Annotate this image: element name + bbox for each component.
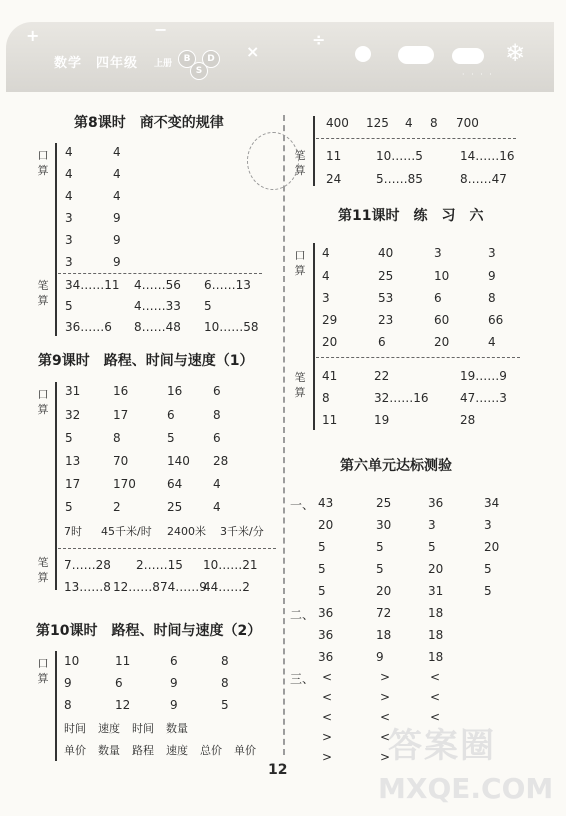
answer: 4 — [65, 145, 73, 159]
answer: 4 — [488, 335, 496, 349]
answer: 4……56 — [134, 278, 181, 292]
answer: 5 — [65, 431, 73, 445]
answer: 7时 — [64, 525, 82, 538]
answer: 4 — [322, 269, 330, 283]
lesson9-written-tag: 笔算 — [37, 556, 49, 584]
answer: 6 — [378, 335, 386, 349]
answer: 4 — [65, 189, 73, 203]
answer: 2……15 — [136, 558, 183, 572]
q3-label: 三、 — [290, 672, 315, 686]
unit6-title: 第六单元达标测验 — [340, 458, 452, 474]
answer: 400 — [326, 116, 349, 130]
answer: 31 — [65, 384, 81, 398]
answer: 12 — [115, 698, 131, 712]
answer: 5 — [428, 540, 436, 554]
lesson10-bar — [55, 651, 57, 761]
answer: 10 — [64, 654, 80, 668]
lesson8-title: 第8课时 商不变的规律 — [74, 115, 224, 131]
answer: 13……8 — [64, 580, 111, 594]
answer: 5 — [376, 562, 384, 576]
answer: 28 — [460, 413, 476, 427]
answer: 10……5 — [376, 149, 423, 163]
answer: 22 — [374, 369, 390, 383]
lesson8-oral-tag: 口算 — [37, 149, 49, 177]
answer: 5 — [318, 562, 326, 576]
answer: 5 — [221, 698, 229, 712]
answer: 7……28 — [64, 558, 111, 572]
sun-icon — [355, 46, 371, 62]
answer: 3 — [434, 246, 442, 260]
lesson11-written-tag: 笔算 — [294, 371, 306, 399]
dashed-separator — [58, 548, 276, 549]
answer: 3千米/分 — [220, 525, 264, 538]
answer: 23 — [378, 313, 394, 327]
minus-symbol: − — [154, 20, 168, 39]
answer: 5 — [167, 431, 175, 445]
divide-symbol: ÷ — [312, 30, 326, 49]
answer: 5 — [484, 584, 492, 598]
answer: 36……6 — [65, 320, 112, 334]
answer: 4 — [65, 167, 73, 181]
answer: 速度 — [166, 744, 188, 757]
answer: 3 — [428, 518, 436, 532]
answer: 53 — [378, 291, 394, 305]
answer: 25 — [378, 269, 394, 283]
answer: 6 — [213, 431, 221, 445]
answer: 4 — [213, 477, 221, 491]
answer: 单价 — [234, 744, 256, 757]
answer: 17 — [65, 477, 81, 491]
lesson10-title: 第10课时 路程、时间与速度（2） — [36, 623, 262, 639]
answer: < — [322, 710, 333, 724]
answer: 9 — [170, 698, 178, 712]
lesson8-bar — [55, 143, 57, 336]
answer: 700 — [456, 116, 479, 130]
answer: 2 — [113, 500, 121, 514]
answer: 66 — [488, 313, 504, 327]
answer: 8 — [64, 698, 72, 712]
answer: 3 — [488, 246, 496, 260]
answer: 5 — [318, 584, 326, 598]
answer: 路程 — [132, 744, 154, 757]
answer: 3 — [484, 518, 492, 532]
answer: 9 — [113, 255, 121, 269]
answer: 4 — [405, 116, 413, 130]
answer: 36 — [318, 628, 334, 642]
answer: 74……9 — [160, 580, 207, 594]
answer: 16 — [113, 384, 129, 398]
times-symbol: × — [246, 42, 260, 61]
right-top-bar — [313, 116, 315, 186]
rain-drops-icon: · · · · — [462, 70, 494, 79]
answer: 32 — [65, 408, 81, 422]
answer: 28 — [213, 454, 229, 468]
cloud-icon — [398, 46, 434, 64]
answer: 60 — [434, 313, 450, 327]
answer: 13 — [65, 454, 81, 468]
answer: 34……11 — [65, 278, 120, 292]
lesson8-written-tag: 笔算 — [37, 279, 49, 307]
answer: > — [380, 750, 391, 764]
answer: 6 — [115, 676, 123, 690]
volume-label: 上册 — [154, 59, 173, 69]
badge-s: S — [190, 62, 208, 80]
answer: 5 — [484, 562, 492, 576]
answer: 2400米 — [167, 525, 206, 538]
answer: 数量 — [166, 722, 188, 735]
answer: 4……33 — [134, 299, 181, 313]
answer: > — [380, 690, 391, 704]
lesson11-oral-tag: 口算 — [294, 249, 306, 277]
answer: 5 — [318, 540, 326, 554]
answer: 8 — [488, 291, 496, 305]
dashed-separator — [316, 138, 516, 139]
answer: 12……8 — [113, 580, 160, 594]
lesson9-oral-tag: 口算 — [37, 388, 49, 416]
answer: 6 — [170, 654, 178, 668]
answer: 8 — [221, 676, 229, 690]
answer: 18 — [428, 628, 444, 642]
answer: 20 — [428, 562, 444, 576]
answer: 11 — [115, 654, 131, 668]
answer: 9 — [376, 650, 384, 664]
rain-cloud-icon — [452, 48, 484, 64]
answer: 3 — [65, 233, 73, 247]
answer: 64 — [167, 477, 183, 491]
answer: 3 — [65, 255, 73, 269]
answer: 6 — [434, 291, 442, 305]
lesson9-title: 第9课时 路程、时间与速度（1） — [38, 353, 254, 369]
answer: 36 — [318, 650, 334, 664]
answer: < — [430, 670, 441, 684]
answer: 45千米/时 — [101, 525, 152, 538]
answer: 20 — [434, 335, 450, 349]
answer: 4 — [322, 246, 330, 260]
plus-symbol: + — [26, 26, 40, 45]
watermark-url: MXQE.COM — [378, 772, 554, 805]
answer: 20 — [376, 584, 392, 598]
badge-b: B — [178, 50, 196, 68]
answer: 5 — [204, 299, 212, 313]
answer: 140 — [167, 454, 190, 468]
answer: 8 — [213, 408, 221, 422]
answer: 6 — [167, 408, 175, 422]
answer: 4 — [113, 145, 121, 159]
answer: 47……3 — [460, 391, 507, 405]
stamp-mark — [247, 132, 299, 190]
answer: 125 — [366, 116, 389, 130]
answer: 4 — [113, 167, 121, 181]
answer: 总价 — [200, 744, 222, 757]
lesson10-oral-tag: 口算 — [37, 657, 49, 685]
answer: 44……2 — [203, 580, 250, 594]
answer: 16 — [167, 384, 183, 398]
dashed-separator — [316, 357, 520, 358]
answer: 11 — [326, 149, 342, 163]
right-top-written-tag: 笔算 — [294, 149, 306, 177]
q2-label: 二、 — [290, 608, 315, 622]
answer: 19 — [374, 413, 390, 427]
badge-d: D — [202, 50, 220, 68]
answer: 36 — [428, 496, 444, 510]
snowflake-icon: ❄ — [505, 39, 526, 67]
answer: 5 — [65, 299, 73, 313]
answer: < — [322, 670, 333, 684]
answer: 9 — [170, 676, 178, 690]
answer: 34 — [484, 496, 500, 510]
answer: 3 — [322, 291, 330, 305]
answer: > — [322, 730, 333, 744]
answer: 5 — [65, 500, 73, 514]
answer: 41 — [322, 369, 338, 383]
answer: 10……21 — [203, 558, 258, 572]
answer: 14……16 — [460, 149, 515, 163]
answer: 18 — [428, 606, 444, 620]
answer: < — [430, 690, 441, 704]
answer: 10 — [434, 269, 450, 283]
answer: 4 — [213, 500, 221, 514]
answer: 4 — [113, 189, 121, 203]
subject-label: 数学 四年级 — [54, 56, 139, 71]
answer: 数量 — [98, 744, 120, 757]
answer: 70 — [113, 454, 129, 468]
answer: 170 — [113, 477, 136, 491]
answer: 19……9 — [460, 369, 507, 383]
answer: 29 — [322, 313, 338, 327]
answer: 速度 — [98, 722, 120, 735]
answer: 25 — [376, 496, 392, 510]
answer: 9 — [113, 211, 121, 225]
answer: < — [322, 690, 333, 704]
answer: 单价 — [64, 744, 86, 757]
answer: 9 — [113, 233, 121, 247]
answer: 3 — [65, 211, 73, 225]
answer: 20 — [322, 335, 338, 349]
answer: 8……48 — [134, 320, 181, 334]
lesson9-bar — [55, 382, 57, 590]
answer: 30 — [376, 518, 392, 532]
answer: 31 — [428, 584, 444, 598]
answer: 9 — [64, 676, 72, 690]
answer: 18 — [428, 650, 444, 664]
answer: < — [380, 730, 391, 744]
answer: > — [380, 670, 391, 684]
answer: 9 — [488, 269, 496, 283]
answer: 8 — [113, 431, 121, 445]
answer: 20 — [484, 540, 500, 554]
answer: 时间 — [64, 722, 86, 735]
q1-label: 一、 — [290, 498, 315, 512]
answer: 32……16 — [374, 391, 429, 405]
lesson11-bar — [313, 243, 315, 430]
dashed-separator — [58, 273, 262, 274]
answer: 8 — [322, 391, 330, 405]
watermark-logo: 答案圈 — [388, 726, 496, 766]
answer: 8 — [430, 116, 438, 130]
answer: 5……85 — [376, 172, 423, 186]
answer: 8……47 — [460, 172, 507, 186]
answer: 10……58 — [204, 320, 259, 334]
answer: 8 — [221, 654, 229, 668]
column-divider — [283, 115, 285, 755]
answer: 25 — [167, 500, 183, 514]
answer: 20 — [318, 518, 334, 532]
answer: 36 — [318, 606, 334, 620]
lesson11-title: 第11课时 练 习 六 — [338, 208, 484, 224]
answer: 6 — [213, 384, 221, 398]
answer: 43 — [318, 496, 334, 510]
page-number: 12 — [268, 762, 288, 778]
answer: 24 — [326, 172, 342, 186]
answer: 17 — [113, 408, 129, 422]
answer: > — [322, 750, 333, 764]
answer: < — [380, 710, 391, 724]
answer: 时间 — [132, 722, 154, 735]
answer: 18 — [376, 628, 392, 642]
answer: 40 — [378, 246, 394, 260]
answer: 6……13 — [204, 278, 251, 292]
answer: 72 — [376, 606, 392, 620]
answer: < — [430, 710, 441, 724]
answer: 11 — [322, 413, 338, 427]
answer: 5 — [376, 540, 384, 554]
